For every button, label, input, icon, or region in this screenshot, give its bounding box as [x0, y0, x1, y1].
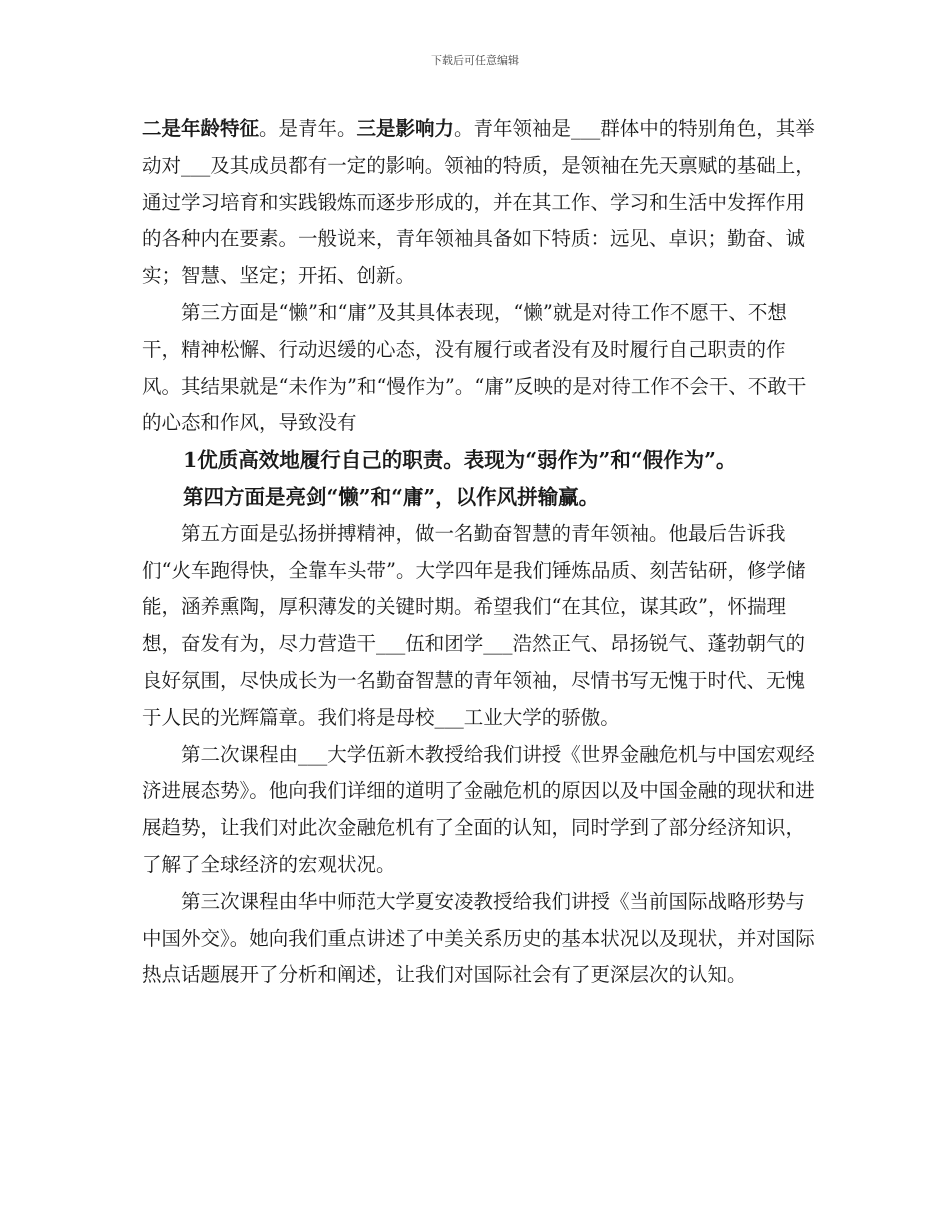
- paragraph-leadership-traits: [142, 111, 822, 295]
- text-age: 。是青年。: [259, 117, 357, 140]
- paragraph-duties-bold: 1优质高效地履行自己的职责。表现为“弱作为”和“假作为”。: [183, 448, 737, 473]
- paragraph-lazy-mediocre: 第三方面是“懒”和“庸”及其具体表现，“懒”就是对待工作不愿干、不想干，精神松懈、行动迟缓的心态，没有履行或者没有及时履行自己职责的作风。其结果就是“未作为”和“慢作为”。“庸”反映的是对待工作不会干、不敢干的心态和作风，导致没有: [142, 300, 807, 435]
- paragraph-fourth-aspect: 第四方面是亮剑“懒”和“庸”，以作风拼输赢。: [183, 484, 600, 509]
- document-body: [142, 111, 822, 994]
- paragraph-third-course: 第三次课程由华中师范大学夏安凌教授给我们讲授《当前国际战略形势与中国外交》。她向我们重点讲述了中美关系历史的基本状况以及现状，并对国际热点话题展开了分析和阐述，让我们对国际社会有了更深层次的认知。: [142, 889, 815, 987]
- paragraph-fifth-aspect: 第五方面是弘扬拼搏精神，做一名勤奋智慧的青年领袖。他最后告诉我们“火车跑得快，全靠车头带”。大学四年是我们锤炼品质、刻苦钻研，修学储能，涵养熏陶，厚积薄发的关键时期。希望我们“在其位，谋其政”，怀揣理想，奋发有为，尽力营造干___伍和团学___浩然正气、昂扬锐气、蓬勃朝气的良好氛围，尽快成长为一名勤奋智慧的青年领袖，尽情书写无愧于时代、无愧于人民的光辉篇章。我们将是母校___工业大学的骄傲。: [142, 521, 806, 729]
- paragraph-second-course: 第二次课程由___大学伍新木教授给我们讲授《世界金融危机与中国宏观经济进展态势》。他向我们详细的道明了金融危机的原因以及中国金融的现状和进展趋势，让我们对此次金融危机有了全面的认知，同时学到了部分经济知识，了解了全球经济的宏观状况。: [142, 742, 815, 876]
- page-header: 下载后可任意编辑: [431, 54, 519, 67]
- text-influence: 。青年领袖是___群体中的特别角色，其举动对___及其成员都有一定的影响。领袖的特质，是领袖在先天禀赋的基础上，通过学习培育和实践锻炼而逐步形成的，并在其工作、学习和生活中发挥作用的各种内在要素。一般说来，青年领袖具备如下特质：远见、卓识；勤奋、诚实；智慧、坚定；开拓、创新。: [142, 117, 815, 288]
- heading-influence: 三是影响力: [356, 117, 455, 140]
- heading-age: 二是年龄特征: [142, 117, 260, 140]
